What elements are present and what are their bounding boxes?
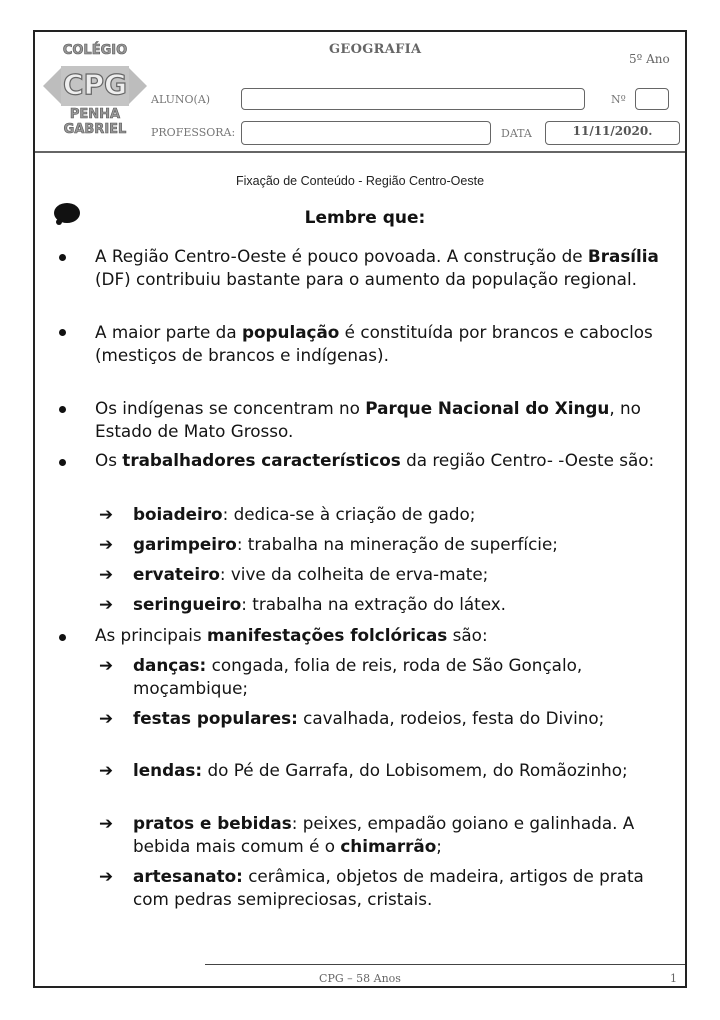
student-number-field[interactable]	[635, 88, 669, 110]
worker-item: ➔ boiadeiro: dedica-se à criação de gado;	[99, 504, 476, 524]
arrow-right-icon: ➔	[99, 708, 114, 728]
student-label: ALUNO(A)	[151, 93, 211, 106]
footer-text: CPG – 58 Anos	[319, 972, 401, 985]
arrow-right-icon: ➔	[99, 504, 114, 524]
footer-divider	[205, 964, 685, 965]
logo-line-4: GABRIEL	[63, 122, 127, 136]
arrow-right-icon: ➔	[99, 594, 114, 614]
arrow-right-icon: ➔	[99, 760, 114, 780]
worker-item: ➔ ervateiro: vive da colheita de erva-mate;	[99, 564, 489, 584]
page-number: 1	[670, 972, 677, 985]
bullet-item-indigenous: Os indígenas se concentram no Parque Nacional do Xingu, no Estado de Mato Grosso.	[95, 398, 641, 441]
logo-line-2: CPG	[62, 68, 128, 101]
section-heading: Lembre que:	[304, 208, 426, 228]
teacher-name-field[interactable]	[241, 121, 491, 145]
bullet-icon	[59, 459, 66, 466]
header-divider	[35, 151, 685, 153]
school-logo	[41, 36, 149, 136]
worker-item: ➔ garimpeiro: trabalha na mineração de superfície;	[99, 534, 558, 554]
worksheet-page	[33, 30, 687, 988]
bullet-icon	[59, 406, 66, 413]
folklore-item-dances: danças: congada, folia de reis, roda de São Gonçalo, moçambique;	[133, 655, 583, 698]
bullet-item-folklore: As principais manifestações folclóricas são:	[95, 625, 488, 645]
date-field[interactable]	[545, 121, 680, 145]
subject-title: GEOGRAFIA	[329, 42, 422, 57]
logo-line-3: PENHA	[69, 107, 121, 122]
worksheet-subtitle: Fixação de Conteúdo - Região Centro-Oeste	[235, 174, 485, 188]
date-label: DATA	[501, 127, 532, 140]
student-name-field[interactable]	[241, 88, 585, 110]
arrow-right-icon: ➔	[99, 534, 114, 554]
worker-item: ➔ seringueiro: trabalha na extração do látex.	[99, 594, 507, 614]
folklore-item-food: pratos e bebidas: peixes, empadão goiano e galinhada. A bebida mais comum é o chimarrão;	[133, 813, 635, 856]
bullet-item-population: A Região Centro-Oeste é pouco povoada. A construção de Brasília (DF) contribuiu bastante para o aumento da população regional.	[95, 246, 659, 289]
bullet-icon	[59, 329, 66, 336]
teacher-label: PROFESSORA:	[151, 126, 236, 139]
bullet-item-workers: Os trabalhadores característicos da região Centro- -Oeste são:	[95, 450, 655, 470]
bullet-icon	[59, 254, 66, 261]
folklore-item-crafts: artesanato: cerâmica, objetos de madeira, artigos de prata com pedras semipreciosas, cristais.	[133, 866, 644, 909]
number-label: Nº	[611, 93, 626, 106]
folklore-item-legends: lendas: do Pé de Garrafa, do Lobisomem, do Romãozinho;	[133, 760, 628, 780]
arrow-right-icon: ➔	[99, 813, 114, 833]
arrow-right-icon: ➔	[99, 564, 114, 584]
arrow-right-icon: ➔	[99, 655, 114, 675]
date-value: 11/11/2020.	[572, 124, 653, 138]
bullet-item-composition: A maior parte da população é constituída por brancos e caboclos (mestiços de brancos e indígenas).	[95, 322, 653, 365]
bullet-icon	[59, 634, 66, 641]
logo-line-1: COLÉGIO	[62, 43, 128, 58]
arrow-right-icon: ➔	[99, 866, 114, 886]
grade-label: 5º Ano	[629, 52, 670, 66]
folklore-item-festivals: festas populares: cavalhada, rodeios, festa do Divino;	[133, 708, 605, 728]
